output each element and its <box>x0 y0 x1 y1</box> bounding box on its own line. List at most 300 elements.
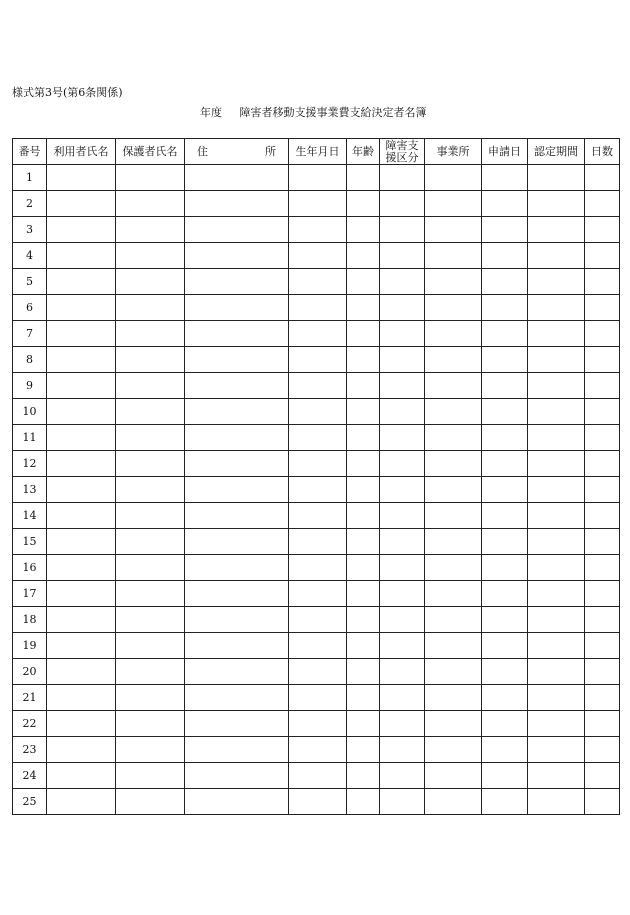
apply-date-cell <box>482 685 528 711</box>
age-cell <box>347 763 380 789</box>
support-category-cell <box>380 347 425 373</box>
apply-date-cell <box>482 217 528 243</box>
table-row <box>13 659 620 685</box>
days-cell <box>585 581 620 607</box>
user-name-cell <box>47 789 116 815</box>
header-address-part-2: 所 <box>265 144 276 158</box>
guardian-name-cell <box>116 373 185 399</box>
days-cell <box>585 633 620 659</box>
office-cell <box>425 295 482 321</box>
birth-date-cell <box>289 321 347 347</box>
apply-date-cell <box>482 373 528 399</box>
support-category-cell <box>380 659 425 685</box>
office-cell <box>425 269 482 295</box>
office-cell <box>425 581 482 607</box>
birth-date-cell <box>289 763 347 789</box>
user-name-cell <box>47 425 116 451</box>
age-cell <box>347 555 380 581</box>
address-cell <box>185 503 289 529</box>
period-cell <box>528 451 585 477</box>
table-row <box>13 321 620 347</box>
days-cell <box>585 269 620 295</box>
support-category-cell <box>380 165 425 191</box>
table-row <box>13 789 620 815</box>
support-category-cell <box>380 269 425 295</box>
support-category-cell <box>380 711 425 737</box>
table-row <box>13 633 620 659</box>
support-category-cell <box>380 477 425 503</box>
table-row <box>13 529 620 555</box>
address-cell <box>185 191 289 217</box>
guardian-name-cell <box>116 581 185 607</box>
table-row <box>13 295 620 321</box>
age-cell <box>347 737 380 763</box>
age-cell <box>347 659 380 685</box>
office-cell <box>425 737 482 763</box>
row-number: 12 <box>13 451 47 477</box>
guardian-name-cell <box>116 763 185 789</box>
address-cell <box>185 555 289 581</box>
guardian-name-cell <box>116 685 185 711</box>
guardian-name-cell <box>116 737 185 763</box>
birth-date-cell <box>289 269 347 295</box>
apply-date-cell <box>482 399 528 425</box>
office-cell <box>425 321 482 347</box>
office-cell <box>425 789 482 815</box>
user-name-cell <box>47 659 116 685</box>
age-cell <box>347 451 380 477</box>
table-row <box>13 477 620 503</box>
period-cell <box>528 425 585 451</box>
header-row <box>13 139 620 165</box>
row-number: 18 <box>13 607 47 633</box>
days-cell <box>585 243 620 269</box>
birth-date-cell <box>289 165 347 191</box>
guardian-name-cell <box>116 477 185 503</box>
apply-date-cell <box>482 659 528 685</box>
table-row <box>13 243 620 269</box>
birth-date-cell <box>289 217 347 243</box>
apply-date-cell <box>482 711 528 737</box>
days-cell <box>585 555 620 581</box>
address-cell <box>185 789 289 815</box>
period-cell <box>528 503 585 529</box>
support-category-cell <box>380 243 425 269</box>
age-cell <box>347 529 380 555</box>
user-name-cell <box>47 503 116 529</box>
address-cell <box>185 685 289 711</box>
office-cell <box>425 763 482 789</box>
apply-date-cell <box>482 451 528 477</box>
age-cell <box>347 347 380 373</box>
days-cell <box>585 711 620 737</box>
age-cell <box>347 503 380 529</box>
user-name-cell <box>47 217 116 243</box>
period-cell <box>528 269 585 295</box>
support-category-cell <box>380 425 425 451</box>
apply-date-cell <box>482 607 528 633</box>
support-category-cell <box>380 321 425 347</box>
apply-date-cell <box>482 789 528 815</box>
period-cell <box>528 477 585 503</box>
user-name-cell <box>47 763 116 789</box>
period-cell <box>528 165 585 191</box>
period-cell <box>528 529 585 555</box>
table-row <box>13 555 620 581</box>
guardian-name-cell <box>116 191 185 217</box>
age-cell <box>347 711 380 737</box>
user-name-cell <box>47 607 116 633</box>
row-number: 21 <box>13 685 47 711</box>
birth-date-cell <box>289 789 347 815</box>
birth-date-cell <box>289 451 347 477</box>
period-cell <box>528 711 585 737</box>
birth-date-cell <box>289 711 347 737</box>
row-number: 6 <box>13 295 47 321</box>
address-cell <box>185 737 289 763</box>
period-cell <box>528 243 585 269</box>
birth-date-cell <box>289 685 347 711</box>
period-cell <box>528 373 585 399</box>
row-number: 23 <box>13 737 47 763</box>
apply-date-cell <box>482 581 528 607</box>
table-row <box>13 607 620 633</box>
apply-date-cell <box>482 633 528 659</box>
apply-date-cell <box>482 763 528 789</box>
row-number: 2 <box>13 191 47 217</box>
period-cell <box>528 607 585 633</box>
support-category-cell <box>380 763 425 789</box>
apply-date-cell <box>482 555 528 581</box>
row-number: 15 <box>13 529 47 555</box>
header-address-part-1: 住 <box>197 144 208 158</box>
days-cell <box>585 503 620 529</box>
user-name-cell <box>47 711 116 737</box>
row-number: 9 <box>13 373 47 399</box>
days-cell <box>585 607 620 633</box>
address-cell <box>185 373 289 399</box>
age-cell <box>347 685 380 711</box>
table-row <box>13 581 620 607</box>
age-cell <box>347 425 380 451</box>
user-name-cell <box>47 399 116 425</box>
guardian-name-cell <box>116 607 185 633</box>
address-cell <box>185 633 289 659</box>
table-row <box>13 711 620 737</box>
table-row <box>13 503 620 529</box>
row-number: 13 <box>13 477 47 503</box>
table-row <box>13 165 620 191</box>
support-category-cell <box>380 295 425 321</box>
period-cell <box>528 737 585 763</box>
row-number: 7 <box>13 321 47 347</box>
row-number: 25 <box>13 789 47 815</box>
apply-date-cell <box>482 165 528 191</box>
user-name-cell <box>47 477 116 503</box>
birth-date-cell <box>289 555 347 581</box>
office-cell <box>425 555 482 581</box>
support-category-cell <box>380 555 425 581</box>
header-no: 番号 <box>13 139 47 165</box>
guardian-name-cell <box>116 165 185 191</box>
guardian-name-cell <box>116 451 185 477</box>
address-cell <box>185 399 289 425</box>
period-cell <box>528 659 585 685</box>
apply-date-cell <box>482 243 528 269</box>
period-cell <box>528 399 585 425</box>
guardian-name-cell <box>116 243 185 269</box>
user-name-cell <box>47 529 116 555</box>
period-cell <box>528 347 585 373</box>
days-cell <box>585 763 620 789</box>
age-cell <box>347 789 380 815</box>
support-category-cell <box>380 685 425 711</box>
support-category-cell <box>380 633 425 659</box>
office-cell <box>425 217 482 243</box>
address-cell <box>185 581 289 607</box>
guardian-name-cell <box>116 503 185 529</box>
days-cell <box>585 347 620 373</box>
birth-date-cell <box>289 191 347 217</box>
birth-date-cell <box>289 295 347 321</box>
apply-date-cell <box>482 529 528 555</box>
age-cell <box>347 269 380 295</box>
birth-date-cell <box>289 373 347 399</box>
address-cell <box>185 711 289 737</box>
address-cell <box>185 477 289 503</box>
birth-date-cell <box>289 503 347 529</box>
header-days: 日数 <box>585 139 620 165</box>
support-category-cell <box>380 399 425 425</box>
user-name-cell <box>47 737 116 763</box>
user-name-cell <box>47 451 116 477</box>
office-cell <box>425 477 482 503</box>
days-cell <box>585 685 620 711</box>
days-cell <box>585 295 620 321</box>
table-row <box>13 685 620 711</box>
header-support-line-1: 障害支 <box>385 138 419 152</box>
table-row <box>13 347 620 373</box>
table-row <box>13 399 620 425</box>
support-category-cell <box>380 607 425 633</box>
office-cell <box>425 633 482 659</box>
user-name-cell <box>47 321 116 347</box>
user-name-cell <box>47 191 116 217</box>
age-cell <box>347 217 380 243</box>
user-name-cell <box>47 581 116 607</box>
support-category-cell <box>380 373 425 399</box>
birth-date-cell <box>289 347 347 373</box>
guardian-name-cell <box>116 529 185 555</box>
office-cell <box>425 425 482 451</box>
age-cell <box>347 321 380 347</box>
birth-date-cell <box>289 425 347 451</box>
support-category-cell <box>380 451 425 477</box>
row-number: 5 <box>13 269 47 295</box>
support-category-cell <box>380 789 425 815</box>
roster-table <box>12 138 620 815</box>
address-cell <box>185 217 289 243</box>
header-guardian-name: 保護者氏名 <box>116 139 185 165</box>
office-cell <box>425 529 482 555</box>
title-text: 障害者移動支援事業費支給決定者名簿 <box>239 106 427 119</box>
period-cell <box>528 321 585 347</box>
header-support-line-2: 援区分 <box>385 150 419 164</box>
period-cell <box>528 555 585 581</box>
birth-date-cell <box>289 529 347 555</box>
address-cell <box>185 165 289 191</box>
days-cell <box>585 191 620 217</box>
apply-date-cell <box>482 425 528 451</box>
guardian-name-cell <box>116 555 185 581</box>
header-age: 年齢 <box>347 139 380 165</box>
guardian-name-cell <box>116 711 185 737</box>
row-number: 4 <box>13 243 47 269</box>
header-birth-date: 生年月日 <box>289 139 347 165</box>
user-name-cell <box>47 165 116 191</box>
form-number: 様式第3号(第6条関係) <box>12 86 123 99</box>
user-name-cell <box>47 555 116 581</box>
address-cell <box>185 529 289 555</box>
days-cell <box>585 373 620 399</box>
period-cell <box>528 789 585 815</box>
row-number: 20 <box>13 659 47 685</box>
apply-date-cell <box>482 269 528 295</box>
days-cell <box>585 477 620 503</box>
support-category-cell <box>380 581 425 607</box>
days-cell <box>585 529 620 555</box>
office-cell <box>425 607 482 633</box>
office-cell <box>425 347 482 373</box>
birth-date-cell <box>289 477 347 503</box>
age-cell <box>347 243 380 269</box>
row-number: 8 <box>13 347 47 373</box>
support-category-cell <box>380 217 425 243</box>
user-name-cell <box>47 295 116 321</box>
office-cell <box>425 711 482 737</box>
office-cell <box>425 685 482 711</box>
apply-date-cell <box>482 321 528 347</box>
apply-date-cell <box>482 737 528 763</box>
age-cell <box>347 477 380 503</box>
days-cell <box>585 737 620 763</box>
apply-date-cell <box>482 477 528 503</box>
age-cell <box>347 607 380 633</box>
row-number: 11 <box>13 425 47 451</box>
days-cell <box>585 659 620 685</box>
user-name-cell <box>47 347 116 373</box>
age-cell <box>347 191 380 217</box>
birth-date-cell <box>289 581 347 607</box>
days-cell <box>585 399 620 425</box>
apply-date-cell <box>482 295 528 321</box>
birth-date-cell <box>289 737 347 763</box>
guardian-name-cell <box>116 347 185 373</box>
row-number: 10 <box>13 399 47 425</box>
age-cell <box>347 633 380 659</box>
roster-body <box>13 165 620 815</box>
guardian-name-cell <box>116 217 185 243</box>
guardian-name-cell <box>116 789 185 815</box>
period-cell <box>528 191 585 217</box>
user-name-cell <box>47 269 116 295</box>
office-cell <box>425 503 482 529</box>
address-cell <box>185 243 289 269</box>
office-cell <box>425 399 482 425</box>
table-row <box>13 763 620 789</box>
table-row <box>13 737 620 763</box>
address-cell <box>185 659 289 685</box>
period-cell <box>528 581 585 607</box>
office-cell <box>425 659 482 685</box>
days-cell <box>585 165 620 191</box>
user-name-cell <box>47 243 116 269</box>
row-number: 22 <box>13 711 47 737</box>
header-period: 認定期間 <box>528 139 585 165</box>
birth-date-cell <box>289 399 347 425</box>
age-cell <box>347 373 380 399</box>
user-name-cell <box>47 633 116 659</box>
guardian-name-cell <box>116 425 185 451</box>
office-cell <box>425 451 482 477</box>
age-cell <box>347 295 380 321</box>
guardian-name-cell <box>116 399 185 425</box>
row-number: 19 <box>13 633 47 659</box>
table-row <box>13 425 620 451</box>
guardian-name-cell <box>116 659 185 685</box>
address-cell <box>185 269 289 295</box>
office-cell <box>425 373 482 399</box>
period-cell <box>528 633 585 659</box>
days-cell <box>585 425 620 451</box>
row-number: 17 <box>13 581 47 607</box>
row-number: 24 <box>13 763 47 789</box>
office-cell <box>425 191 482 217</box>
period-cell <box>528 685 585 711</box>
period-cell <box>528 217 585 243</box>
guardian-name-cell <box>116 295 185 321</box>
title-year: 年度 <box>200 106 222 119</box>
age-cell <box>347 399 380 425</box>
guardian-name-cell <box>116 269 185 295</box>
office-cell <box>425 165 482 191</box>
birth-date-cell <box>289 659 347 685</box>
birth-date-cell <box>289 633 347 659</box>
table-row <box>13 451 620 477</box>
apply-date-cell <box>482 191 528 217</box>
header-office: 事業所 <box>425 139 482 165</box>
days-cell <box>585 789 620 815</box>
support-category-cell <box>380 737 425 763</box>
apply-date-cell <box>482 347 528 373</box>
table-row <box>13 269 620 295</box>
address-cell <box>185 295 289 321</box>
address-cell <box>185 451 289 477</box>
days-cell <box>585 451 620 477</box>
days-cell <box>585 217 620 243</box>
document-title <box>200 104 427 120</box>
header-support-category <box>380 139 425 165</box>
address-cell <box>185 607 289 633</box>
guardian-name-cell <box>116 321 185 347</box>
office-cell <box>425 243 482 269</box>
address-cell <box>185 425 289 451</box>
table-row <box>13 217 620 243</box>
address-cell <box>185 763 289 789</box>
period-cell <box>528 295 585 321</box>
guardian-name-cell <box>116 633 185 659</box>
header-address <box>185 139 289 165</box>
